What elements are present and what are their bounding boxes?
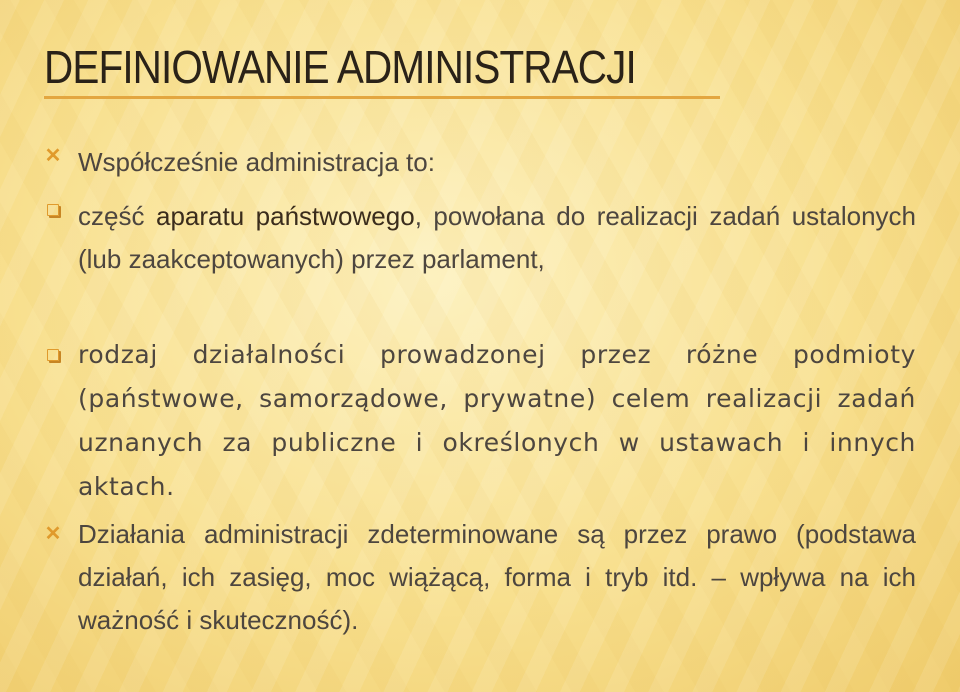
box-bullet-icon	[44, 340, 62, 370]
cross-bullet-icon: ✕	[44, 144, 62, 167]
slide-title: DEFINIOWANIE ADMINISTRACJI	[44, 41, 636, 93]
bullet-item-2-text-before: część	[78, 201, 156, 231]
bullet-item-4	[44, 513, 916, 642]
box-bullet-icon	[44, 195, 62, 225]
bullet-item-3-text: rodzaj działalności prowadzonej przez różne podmioty (państwowe, samorządowe, prywatne) celem realizacji zadań uznanych za publiczne i określonych w ustawach i innych aktach.	[78, 340, 916, 501]
cross-bullet-icon: ✕	[44, 522, 62, 545]
bullet-item-1-text: Współcześnie administracja to:	[78, 147, 435, 177]
bullet-item-2	[78, 195, 916, 281]
bullet-item-4-text: Działania administracji zdeterminowane są przez prawo (podstawa działań, ich zasięg, moc wiążącą, forma i tryb itd. – wpływa na ich ważność i skuteczność).	[78, 519, 916, 635]
bullet-item-2-text-after: , powołana do realizacji zadań ustalonych (lub zaakceptowanych) przez parlament,	[78, 201, 917, 274]
title-underline	[44, 96, 720, 99]
bullet-item-2-highlight: aparatu państwowego	[155, 201, 415, 231]
bullet-item-3	[78, 333, 916, 509]
bullet-item-1	[44, 141, 916, 184]
